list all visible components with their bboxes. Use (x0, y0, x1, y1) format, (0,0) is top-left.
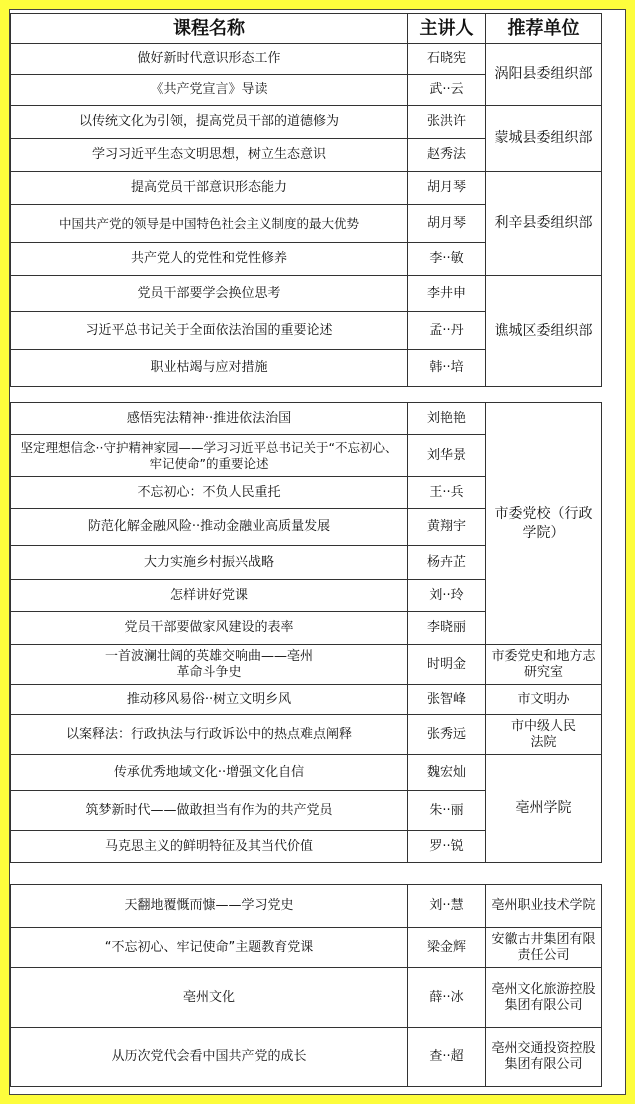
course-name: 提高党员干部意识形态能力 (11, 172, 408, 205)
speaker-name: 刘艳艳 (408, 403, 486, 435)
speaker-name: 刘··慧 (408, 885, 486, 928)
course-name: 学习习近平生态文明思想，树立生态意识 (11, 139, 408, 172)
course-name: 筑梦新时代——做敢担当有作为的共产党员 (11, 791, 408, 831)
speaker-name: 张秀远 (408, 715, 486, 755)
recommending-unit: 市文明办 (486, 685, 602, 715)
table-row (11, 715, 602, 755)
course-name: 防范化解金融风险··推动金融业高质量发展 (11, 509, 408, 546)
course-name: 大力实施乡村振兴战略 (11, 546, 408, 580)
table-row (11, 1028, 602, 1087)
course-name: “不忘初心、牢记使命”主题教育党课 (11, 928, 408, 968)
speaker-name: 刘··玲 (408, 580, 486, 612)
speaker-name: 李井申 (408, 276, 486, 312)
header-speaker: 主讲人 (408, 14, 486, 44)
speaker-name: 查··超 (408, 1028, 486, 1087)
recommending-unit: 亳州交通投资控股集团有限公司 (486, 1028, 602, 1087)
speaker-name: 胡月琴 (408, 205, 486, 243)
recommending-unit: 亳州学院 (486, 755, 602, 863)
course-name: 马克思主义的鲜明特征及其当代价值 (11, 831, 408, 863)
table-row (11, 755, 602, 791)
table-row (11, 685, 602, 715)
speaker-name: 李··敏 (408, 243, 486, 276)
course-name: 不忘初心：不负人民重托 (11, 477, 408, 509)
course-name: 中国共产党的领导是中国特色社会主义制度的最大优势 (11, 205, 408, 243)
speaker-name: 赵秀法 (408, 139, 486, 172)
speaker-name: 张智峰 (408, 685, 486, 715)
course-name: 党员干部要做家风建设的表率 (11, 612, 408, 645)
table-row (11, 44, 602, 75)
course-name: 坚定理想信念··守护精神家园——学习习近平总书记关于“不忘初心、牢记使命”的重要论述 (11, 435, 408, 477)
header-course: 课程名称 (11, 14, 408, 44)
course-name: 习近平总书记关于全面依法治国的重要论述 (11, 312, 408, 350)
course-name: 一首波澜壮阔的英雄交响曲——亳州革命斗争史 (11, 645, 408, 685)
table-row (11, 645, 602, 685)
speaker-name: 时明金 (408, 645, 486, 685)
course-name: 天翻地覆慨而慷——学习党史 (11, 885, 408, 928)
recommending-unit: 安徽古井集团有限责任公司 (486, 928, 602, 968)
course-name: 以案释法：行政执法与行政诉讼中的热点难点阐释 (11, 715, 408, 755)
speaker-name: 杨卉芷 (408, 546, 486, 580)
course-name: 做好新时代意识形态工作 (11, 44, 408, 75)
recommending-unit: 市委党史和地方志研究室 (486, 645, 602, 685)
course-name: 共产党人的党性和党性修养 (11, 243, 408, 276)
course-table-section2 (10, 402, 602, 863)
course-name: 职业枯竭与应对措施 (11, 350, 408, 387)
table-header-row (11, 14, 602, 44)
header-unit: 推荐单位 (486, 14, 602, 44)
speaker-name: 朱··丽 (408, 791, 486, 831)
speaker-name: 胡月琴 (408, 172, 486, 205)
course-name: 感悟宪法精神··推进依法治国 (11, 403, 408, 435)
course-table-section1 (10, 13, 602, 387)
course-name: 传承优秀地域文化··增强文化自信 (11, 755, 408, 791)
table-row (11, 885, 602, 928)
speaker-name: 韩··培 (408, 350, 486, 387)
course-name: 《共产党宣言》导读 (11, 75, 408, 106)
recommending-unit: 利辛县委组织部 (486, 172, 602, 276)
speaker-name: 武··云 (408, 75, 486, 106)
recommending-unit: 谯城区委组织部 (486, 276, 602, 387)
course-name: 以传统文化为引领，提高党员干部的道德修为 (11, 106, 408, 139)
recommending-unit: 亳州职业技术学院 (486, 885, 602, 928)
table-row (11, 928, 602, 968)
course-name: 党员干部要学会换位思考 (11, 276, 408, 312)
speaker-name: 罗··锐 (408, 831, 486, 863)
speaker-name: 张洪许 (408, 106, 486, 139)
speaker-name: 王··兵 (408, 477, 486, 509)
course-name: 亳州文化 (11, 968, 408, 1028)
recommending-unit: 亳州文化旅游控股集团有限公司 (486, 968, 602, 1028)
speaker-name: 薛··冰 (408, 968, 486, 1028)
speaker-name: 李晓丽 (408, 612, 486, 645)
recommending-unit: 涡阳县委组织部 (486, 44, 602, 106)
recommending-unit: 市中级人民法院 (486, 715, 602, 755)
speaker-name: 黄翔宇 (408, 509, 486, 546)
course-name: 怎样讲好党课 (11, 580, 408, 612)
recommending-unit: 市委党校（行政学院） (486, 403, 602, 645)
table-row (11, 968, 602, 1028)
speaker-name: 梁金辉 (408, 928, 486, 968)
course-name: 推动移风易俗··树立文明乡风 (11, 685, 408, 715)
speaker-name: 魏宏灿 (408, 755, 486, 791)
course-name: 从历次党代会看中国共产党的成长 (11, 1028, 408, 1087)
table-row (11, 403, 602, 435)
recommending-unit: 蒙城县委组织部 (486, 106, 602, 172)
speaker-name: 孟··丹 (408, 312, 486, 350)
table-row (11, 172, 602, 205)
speaker-name: 刘华景 (408, 435, 486, 477)
speaker-name: 石晓宪 (408, 44, 486, 75)
table-row (11, 106, 602, 139)
course-table-section3 (10, 884, 602, 1087)
table-row (11, 276, 602, 312)
